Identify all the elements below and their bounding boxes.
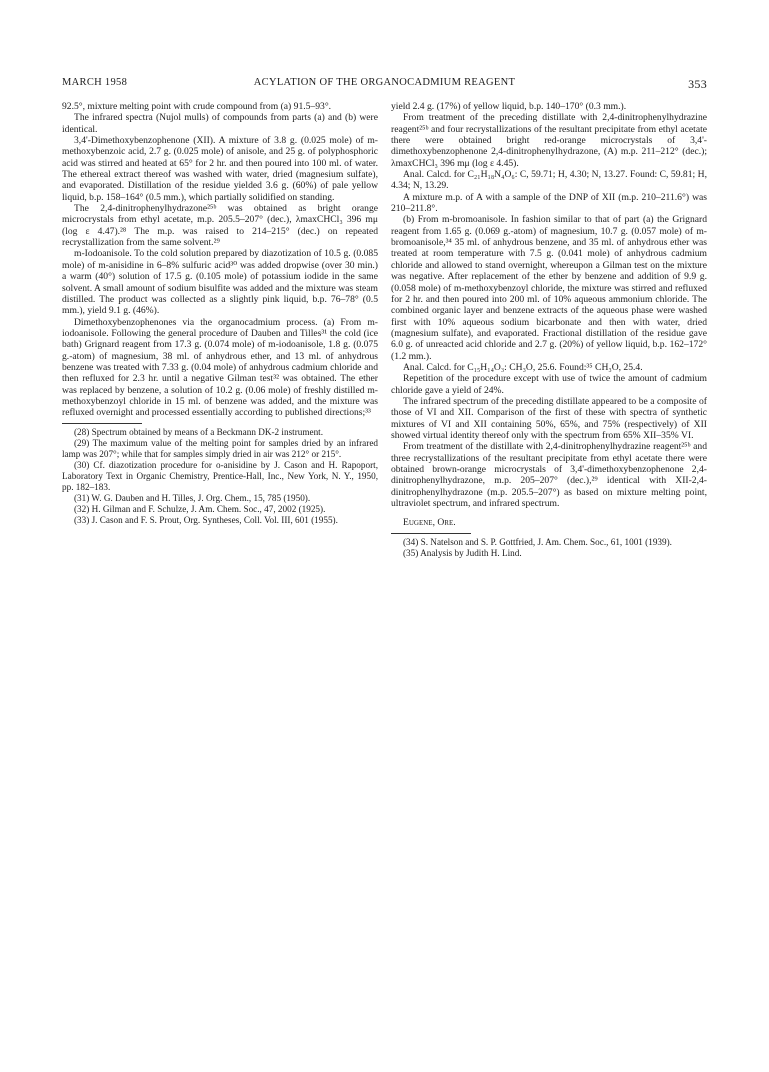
footnote: (35) Analysis by Judith H. Lind.: [403, 547, 522, 558]
author-location: Eugene, Ore.: [403, 517, 456, 529]
paragraph: 92.5°, mixture melting point with crude compound from (a) 91.5–93°.: [62, 101, 332, 112]
paragraph: The infrared spectrum of the preceding distillate appeared to be a composite of those of VI and XII. Comparison of the first of these with spectra of synthetic mixtures of VI and XII containing 50%, 65%, and 75% (respectively) of XII showed virtual identity thereof only with the spectrum from 65% XII–35% VI.: [391, 395, 707, 441]
footnote-rule: [391, 533, 471, 534]
paragraph: Dimethoxybenzophenones via the organocadmium process. (a) From m-iodoanisole. Following the general procedure of Dauben and Tilles³¹ the cold (ice bath) Grignard reagent from 17.3 g. (0.074 mole) of m-iodoanisole, 1.8 g. (0.075 g.-atom) of magnesium, 38 ml. of anhydrous ether, and 13 ml. of anhydrous benzene was treated with 7.33 g. (0.04 mole) of anhydrous cadmium chloride and then refluxed for 2.3 hr. until a negative Gilman test³² was obtained. The ether was replaced by benzene, a solution of 10.2 g. (0.06 mole) of freshly distilled m-methoxybenzoyl chloride in 15 ml. of benzene was added, and the mixture was refluxed overnight and processed essentially according to published directions;³³: [62, 316, 378, 419]
paragraph: 3,4'-Dimethoxybenzophenone (XII). A mixture of 3.8 g. (0.025 mole) of m-methoxybenzoic acid, 2.7 g. (0.025 mole) of anisole, and 25 g. of polyphosphoric acid was stirred and heated at 65° for 2 hr. and then poured into 100 ml. of water. The ethereal extract thereof was washed with water, dried (magnesium sulfate), and evaporated. Distillation of the residue yielded 3.6 g. (60%) of pale yellow liquid, b.p. 158–164° (0.5 mm.), which partially solidified on standing.: [62, 135, 378, 203]
footnote: (29) The maximum value of the melting point for samples dried by an infrared lamp was 207°; while that for samples simply dried in air was 212° or 215°.: [62, 437, 378, 459]
footnote: (34) S. Natelson and S. P. Gottfried, J. Am. Chem. Soc., 61, 1001 (1939).: [403, 536, 672, 547]
paragraph: A mixture m.p. of A with a sample of the DNP of XII (m.p. 210–211.6°) was 210–211.8°.: [391, 191, 707, 215]
page-number: 353: [688, 77, 707, 91]
paragraph: The infrared spectra (Nujol mulls) of compounds from parts (a) and (b) were identical.: [62, 112, 378, 135]
paragraph: Anal. Calcd. for C₁₅H₁₄O₃: CH₃O, 25.6. Found:³⁵ CH₃O, 25.4.: [403, 361, 643, 373]
paragraph: (b) From m-bromoanisole. In fashion similar to that of part (a) the Grignard reagent from 1.65 g. (0.069 g.-atom) of magnesium, 10.7 g. (0.057 mole) of m-bromoanisole,³⁴ 35 ml. of anhydrous benzene, and 35 ml. of anhydrous ether was treated at room temperature with 7.5 g. (0.041 mole) of anhydrous cadmium chloride and allowed to stand overnight, whereupon a Gilman test on the mixture was negative. After replacement of the ether by benzene and addition of 9.9 g. (0.058 mole) of m-methoxybenzoyl chloride, the mixture was stirred and refluxed for 2 hr. and then poured into 200 ml. of 10% aqueous ammonium chloride. The combined organic layer and benzene extracts of the aqueous phase were washed first with 10% aqueous sodium bicarbonate and then with water, dried (magnesium sulfate), and evaporated. Fractional distillation of the residue gave 6.0 g. of unreacted acid chloride and 2.7 g. (20%) of yellow liquid, b.p. 162–172° (1.2 mm.).: [391, 214, 707, 362]
paragraph: From treatment of the preceding distillate with 2,4-dinitrophenylhydrazine reagent²⁵ᵇ and four recrystallizations of the resultant precipitate from ethyl acetate there were obtained bright red-orange microcrystals of 3,4'-dimethoxybenzophenone 2,4-dinitrophenylhydrazone, (A) m.p. 211–212° (dec.); λmaxCHCl₃ 396 mμ (log ε 4.45).: [391, 112, 707, 169]
footnote: (32) H. Gilman and F. Schulze, J. Am. Chem. Soc., 47, 2002 (1925).: [74, 504, 326, 515]
right-column: [391, 101, 707, 559]
left-column: [62, 101, 378, 526]
paragraph: Repetition of the procedure except with use of twice the amount of cadmium chloride gave a yield of 24%.: [391, 373, 707, 396]
paragraph: Anal. Calcd. for C₂₁H₁₈N₄O₆: C, 59.71; H, 4.30; N, 13.27. Found: C, 59.81; H, 4.34; N, 13.29.: [391, 169, 707, 192]
running-head: [62, 77, 707, 91]
footnote: (28) Spectrum obtained by means of a Beckmann DK-2 instrument.: [74, 426, 324, 437]
footnote-rule: [62, 423, 142, 424]
footnote: (31) W. G. Dauben and H. Tilles, J. Org. Chem., 15, 785 (1950).: [74, 493, 311, 504]
footnote: (33) J. Cason and F. S. Prout, Org. Syntheses, Coll. Vol. III, 601 (1955).: [74, 515, 338, 526]
paragraph: m-Iodoanisole. To the cold solution prepared by diazotization of 10.5 g. (0.085 mole) of m-anisidine in 6–8% sulfuric acid³⁰ was added dropwise (over 30 min.) a warm (40°) solution of 17.5 g. (0.105 mole) of potassium iodide in the same solvent. A small amount of sodium bisulfite was added and the mixture was steam distilled. The product was collected as a slightly pink liquid, b.p. 76–78° (0.5 mm.), yield 9.1 g. (46%).: [62, 248, 378, 317]
running-title: ACYLATION OF THE ORGANOCADMIUM REAGENT: [253, 77, 516, 88]
paragraph: The 2,4-dinitrophenylhydrazone²⁵ᵇ was obtained as bright orange microcrystals from ethyl acetate, m.p. 205.5–207° (dec.), λmaxCHCl₃ 396 mμ (log ε 4.47).²⁸ The m.p. was raised to 214–215° (dec.) on repeated recrystallization from the same solvent.²⁹: [62, 203, 378, 249]
issue-date: MARCH 1958: [62, 77, 128, 88]
footnote: (30) Cf. diazotization procedure for o-anisidine by J. Cason and H. Rapoport, Laboratory Text in Organic Chemistry, Prentice-Hall, Inc., New York, N. Y., 1950, pp. 182–183.: [62, 459, 378, 493]
paragraph: From treatment of the distillate with 2,4-dinitrophenylhydrazine reagent²⁵ᵇ and three recrystallizations of the resultant precipitate from ethyl acetate there were obtained brown-orange microcrystals of 3,4'-dimethoxybenzophenone 2,4-dinitrophenylhydrazone, m.p. 205–207° (dec.),²⁹ identical with XII-2,4-dinitrophenylhydrazone (m.p. 205.5–207°) as based on mixture melting point, ultraviolet spectrum, and infrared spectrum.: [391, 441, 707, 510]
paragraph: yield 2.4 g. (17%) of yellow liquid, b.p. 140–170° (0.3 mm.).: [391, 101, 627, 112]
